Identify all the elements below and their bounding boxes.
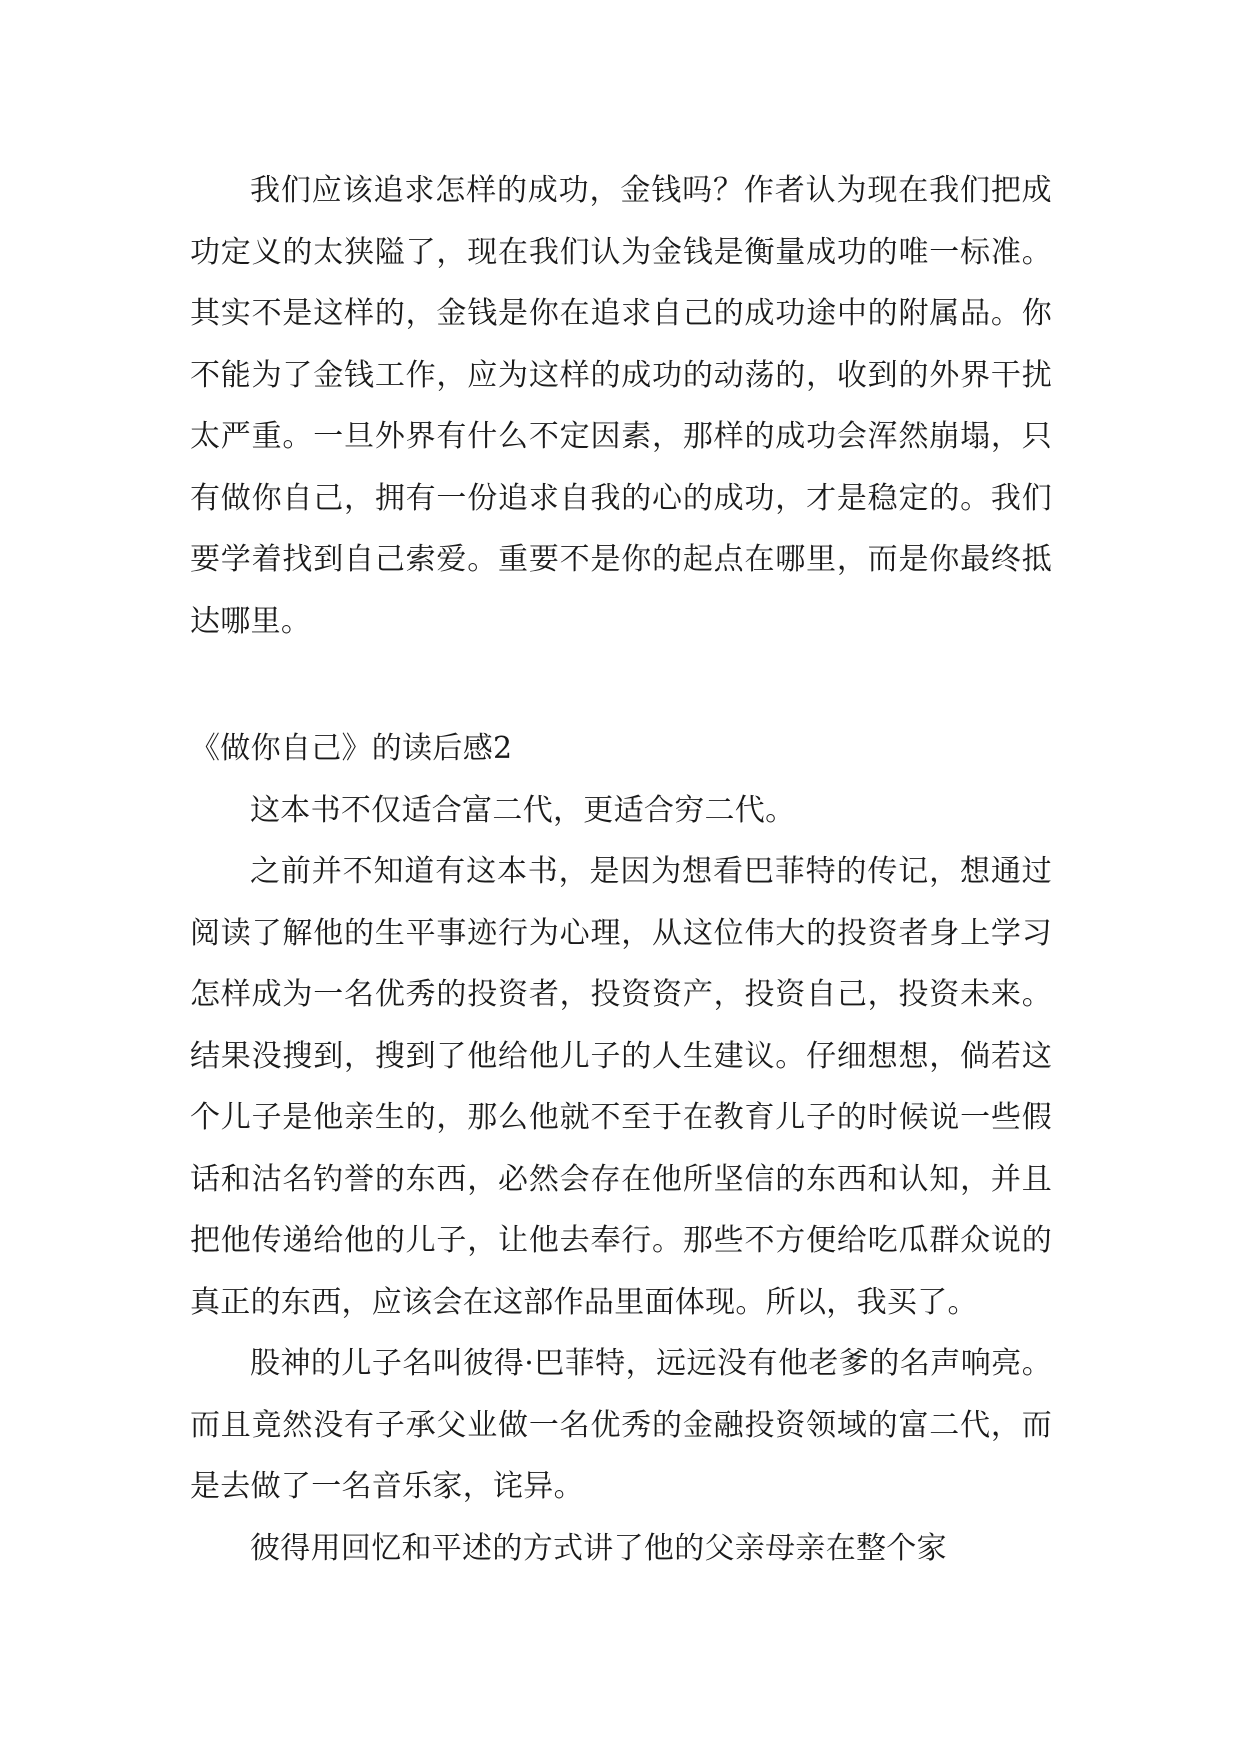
paragraph-recollection: 彼得用回忆和平述的方式讲了他的父亲母亲在整个家 (250, 1530, 947, 1566)
paragraph-success-definition: 我们应该追求怎样的成功，金钱吗？作者认为现在我们把成功定义的太狭隘了，现在我们认为金钱是衡量成功的唯一标准。其实不是这样的，金钱是你在追求自己的成功途中的附属品。你不能为了金钱工作，应为这样的成功的动荡的，收到的外界干扰太严重。一旦外界有什么不定因素，那样的成功会浑然崩塌，只有做你自己，拥有一份追求自我的心的成功，才是稳定的。我们要学着找到自己索爱。重要不是你的起点在哪里，而是你最终抵达哪里。 (190, 173, 1052, 639)
paragraph-book-audience: 这本书不仅适合富二代，更适合穷二代。 (250, 792, 796, 828)
section-gap (190, 652, 1052, 718)
paragraph-why-bought: 之前并不知道有这本书，是因为想看巴菲特的传记，想通过阅读了解他的生平事迹行为心理，从这位伟大的投资者身上学习怎样成为一名优秀的投资者，投资资产，投资自己，投资未来。结果没搜到，搜到了他给他儿子的人生建议。仔细想想，倘若这个儿子是他亲生的，那么他就不至于在教育儿子的时候说一些假话和沽名钓誉的东西，必然会存在他所坚信的东西和认知，并且把他传递给他的儿子，让他去奉行。那些不方便给吃瓜群众说的真正的东西，应该会在这部作品里面体现。所以，我买了。 (190, 854, 1052, 1320)
document-page (190, 160, 1052, 1579)
section-heading: 《做你自己》的读后感2 (190, 731, 513, 766)
paragraph-peter-buffett: 股神的儿子名叫彼得·巴菲特，远远没有他老爹的名声响亮。而且竟然没有子承父业做一名优秀的金融投资领域的富二代，而是去做了一名音乐家，诧异。 (190, 1346, 1052, 1504)
